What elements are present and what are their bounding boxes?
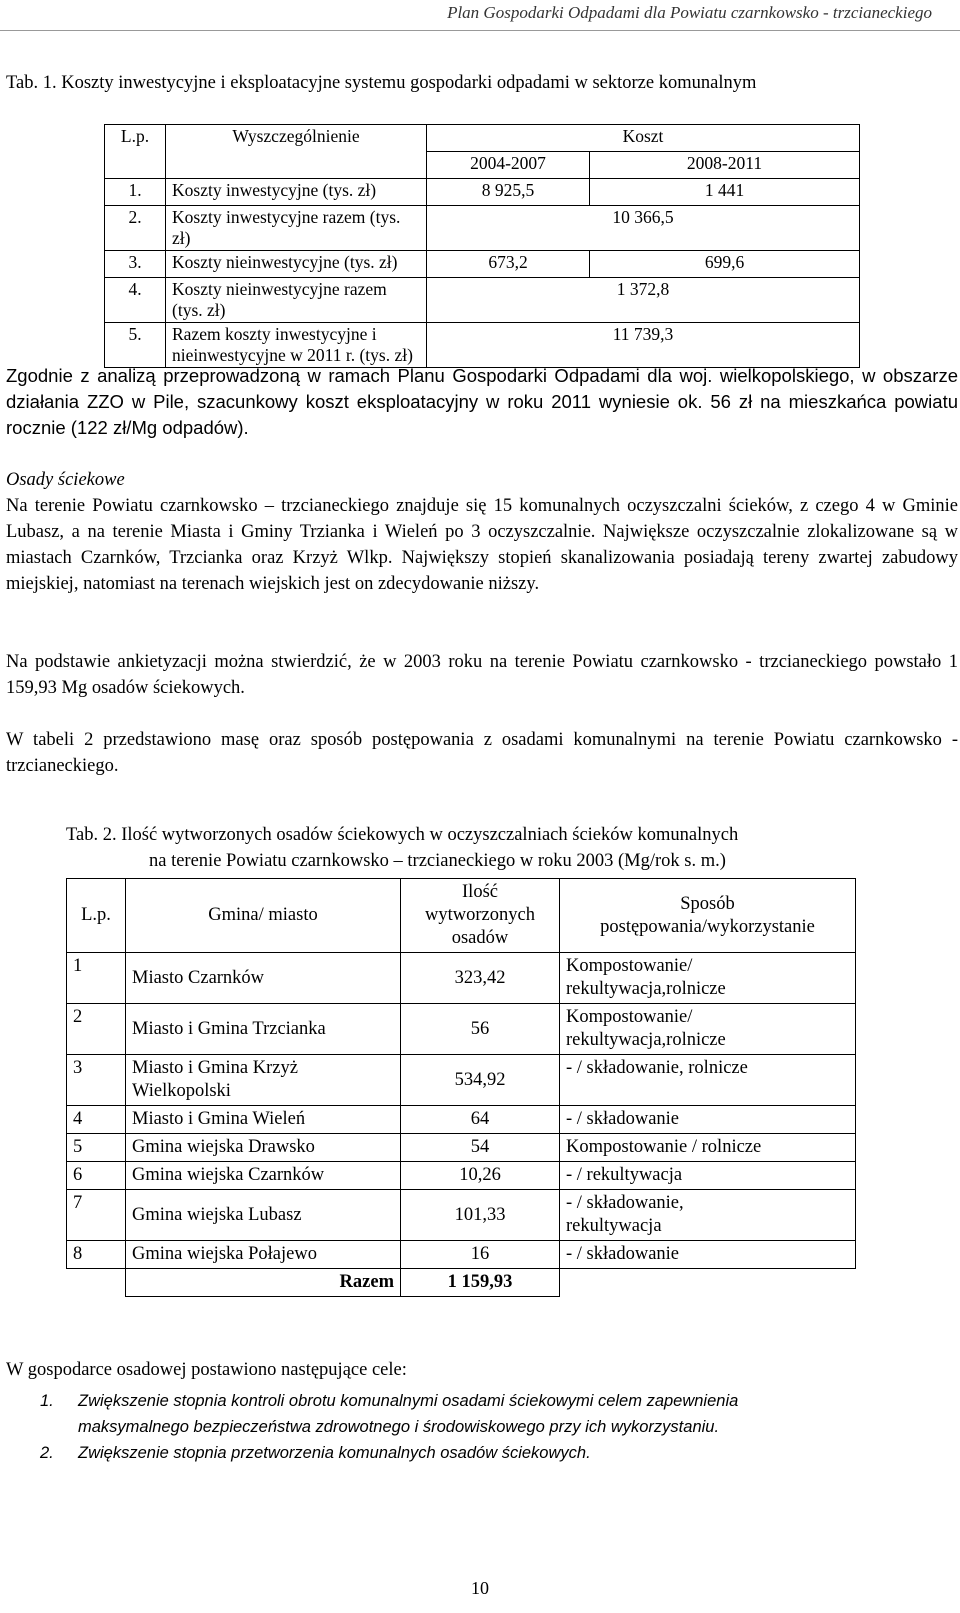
cell-ilosc: 534,92 — [401, 1055, 560, 1106]
cell-desc: Koszty nieinwestycyjne razem (tys. zł) — [166, 278, 427, 323]
paragraph-treatment-plants: Na terenie Powiatu czarnkowsko – trzcianeckiego znajduje się 15 komunalnych oczyszczalni ścieków, z czego 4 w Gminie Lubasz, a na terenie Miasta i Gminy Trzianka i Wieleń po 3 oczyszczalnie. Największe oczyszczalnie zlokalizowane są w miastach Czarnków, Trzcianka oraz Krzyż Wlkp. Największy stopień skanalizowania posiadają tereny zwartej zabudowy miejskiej, natomiast na terenach wiejskich jest on zdecydowanie niższy. — [6, 496, 958, 594]
goals-heading: W gospodarce osadowej postawiono następujące cele: — [6, 1360, 407, 1380]
cell-value: 8 925,5 — [427, 179, 590, 206]
section-heading-text: Osady ściekowe — [6, 470, 125, 490]
cell-value: 1 372,8 — [427, 278, 860, 323]
cell-desc — [166, 323, 427, 368]
page-number: 10 — [471, 1578, 489, 1598]
table-row-total — [67, 1269, 856, 1297]
cell-sposob — [560, 1190, 856, 1241]
table-row — [67, 1134, 856, 1162]
table-row — [105, 179, 860, 206]
table-row — [67, 1055, 856, 1106]
col-sposob-line: postępowania/wykorzystanie — [600, 916, 815, 937]
col-lp: L.p. — [67, 879, 126, 953]
sludge-table — [66, 878, 856, 1297]
col-gmina: Gmina/ miasto — [126, 879, 401, 953]
table-row — [105, 278, 860, 323]
cell-sposob: - / rekultywacja — [560, 1162, 856, 1190]
col-ilosc-line: wytworzonych — [425, 905, 535, 925]
cell-value: 10 366,5 — [427, 206, 860, 251]
cell-lp: 1. — [105, 179, 166, 206]
section-heading — [6, 467, 958, 493]
table1-caption: Tab. 1. Koszty inwestycyjne i eksploatacyjne systemu gospodarki odpadami w sektorze komunalnym — [6, 73, 757, 93]
cell-value: 1 441 — [590, 179, 860, 206]
cell-gmina: Gmina wiejska Lubasz — [126, 1190, 401, 1241]
goals-list — [6, 1388, 958, 1466]
col-period-1: 2004-2007 — [427, 152, 590, 179]
cell-ilosc: 10,26 — [401, 1162, 560, 1190]
table-row — [67, 879, 856, 953]
cell-desc-line: Razem koszty inwestycyjne i — [172, 324, 377, 344]
table-row — [105, 206, 860, 251]
col-period-2: 2008-2011 — [590, 152, 860, 179]
cell-sposob — [560, 1004, 856, 1055]
table2-caption-line: na terenie Powiatu czarnkowsko – trzcianeckiego w roku 2003 (Mg/rok s. m.) — [149, 851, 726, 871]
table-row — [67, 1162, 856, 1190]
cell-gmina: Miasto Czarnków — [126, 953, 401, 1004]
paragraph-cost-analysis: Zgodnie z analizą przeprowadzoną w ramach Planu Gospodarki Odpadami dla woj. wielkopolskiego, w obszarze działania ZZO w Pile, szacunkowy koszt eksploatacyjny w roku 2011 wyniesie ok. 56 zł na mieszkańca powiatu rocznie (122 zł/Mg odpadów). — [6, 365, 958, 438]
table2-caption-line: Tab. 2. Ilość wytworzonych osadów ściekowych w oczyszczalniach ścieków komunalnych — [66, 825, 739, 845]
cost-table — [104, 124, 860, 368]
table-row — [105, 323, 860, 368]
cell-desc-line: nieinwestycyjne w 2011 r. (tys. zł) — [172, 345, 413, 365]
cell-sposob: - / składowanie — [560, 1241, 856, 1269]
cell-lp: 8 — [67, 1241, 126, 1269]
total-value: 1 159,93 — [401, 1269, 560, 1297]
cell-sposob-line: - / składowanie, — [566, 1193, 684, 1213]
cell-ilosc: 101,33 — [401, 1190, 560, 1241]
col-lp: L.p. — [105, 125, 166, 179]
cell-ilosc: 54 — [401, 1134, 560, 1162]
cell-gmina: Gmina wiejska Połajewo — [126, 1241, 401, 1269]
list-item-number: 2. — [40, 1444, 54, 1462]
cell-lp: 3. — [105, 251, 166, 278]
cell-lp: 6 — [67, 1162, 126, 1190]
cell-sposob: - / składowanie, rolnicze — [560, 1055, 856, 1106]
cell-lp: 2 — [67, 1004, 126, 1055]
cell-lp: 2. — [105, 206, 166, 251]
header-rule — [0, 30, 960, 31]
cell-gmina: Miasto i Gmina Wieleń — [126, 1106, 401, 1134]
list-item-text: Zwiększenie stopnia przetworzenia komunalnych osadów ściekowych. — [78, 1444, 591, 1462]
cell-gmina: Gmina wiejska Czarnków — [126, 1162, 401, 1190]
cell-lp: 4 — [67, 1106, 126, 1134]
cell-sposob-line: Kompostowanie/ — [566, 956, 693, 976]
cell-value: 699,6 — [590, 251, 860, 278]
paragraph-sludge-amount: Na podstawie ankietyzacji można stwierdzić, że w 2003 roku na terenie Powiatu czarnkowsko - trzcianeckiego powstało 1 159,93 Mg osadów ściekowych. — [6, 652, 958, 698]
table2-caption — [66, 822, 738, 874]
cell-sposob-line: rekultywacja,rolnicze — [566, 1030, 726, 1050]
cell-ilosc: 64 — [401, 1106, 560, 1134]
list-item-line: maksymalnego bezpieczeństwa zdrowotnego i środowiskowego przy ich wykorzystaniu. — [78, 1418, 720, 1436]
cell-desc: Koszty inwestycyjne razem (tys. zł) — [166, 206, 427, 251]
cell-sposob-line: rekultywacja — [566, 1216, 662, 1236]
cell-gmina: Miasto i Gmina Trzcianka — [126, 1004, 401, 1055]
cell-lp: 4. — [105, 278, 166, 323]
cell-sposob: - / składowanie — [560, 1106, 856, 1134]
running-header: Plan Gospodarki Odpadami dla Powiatu czarnkowsko - trzcianeckiego — [447, 3, 932, 22]
cell-gmina-line: Miasto i Gmina Krzyż — [132, 1058, 298, 1078]
cell-sposob — [560, 953, 856, 1004]
list-item — [6, 1440, 958, 1466]
cell-value: 11 739,3 — [427, 323, 860, 368]
list-item — [6, 1388, 958, 1440]
cell-sposob-line: rekultywacja,rolnicze — [566, 979, 726, 999]
paragraph-table2-intro: W tabeli 2 przedstawiono masę oraz sposób postępowania z osadami komunalnymi na terenie Powiatu czarnkowsko - trzcianeckiego. — [6, 730, 958, 776]
cell-ilosc: 323,42 — [401, 953, 560, 1004]
table-row — [67, 1190, 856, 1241]
list-item-line: Zwiększenie stopnia kontroli obrotu komunalnymi osadami ściekowymi celem zapewnienia — [78, 1392, 739, 1410]
cell-lp: 7 — [67, 1190, 126, 1241]
cell-sposob: Kompostowanie / rolnicze — [560, 1134, 856, 1162]
col-sposob — [560, 879, 856, 953]
list-item-number: 1. — [40, 1392, 54, 1410]
empty-cell — [560, 1269, 856, 1297]
cell-gmina-line: Wielkopolski — [132, 1081, 231, 1101]
cell-lp: 5 — [67, 1134, 126, 1162]
empty-cell — [67, 1269, 126, 1297]
cell-desc: Koszty nieinwestycyjne (tys. zł) — [166, 251, 427, 278]
cell-lp: 5. — [105, 323, 166, 368]
table-row — [105, 125, 860, 152]
col-ilosc — [401, 879, 560, 953]
col-ilosc-line: osadów — [451, 928, 509, 948]
cell-value: 673,2 — [427, 251, 590, 278]
col-ilosc-line: Ilość — [462, 882, 498, 902]
cell-ilosc: 16 — [401, 1241, 560, 1269]
table-row — [105, 251, 860, 278]
cell-desc: Koszty inwestycyjne (tys. zł) — [166, 179, 427, 206]
list-item-text — [78, 1388, 738, 1440]
col-sposob-line: Sposób — [680, 893, 735, 914]
table-row — [67, 1004, 856, 1055]
cell-gmina: Gmina wiejska Drawsko — [126, 1134, 401, 1162]
total-label: Razem — [126, 1269, 401, 1297]
table-row — [67, 1241, 856, 1269]
cell-sposob-line: Kompostowanie/ — [566, 1007, 693, 1027]
cell-lp: 1 — [67, 953, 126, 1004]
cell-lp: 3 — [67, 1055, 126, 1106]
table-row — [67, 953, 856, 1004]
cell-gmina — [126, 1055, 401, 1106]
cell-ilosc: 56 — [401, 1004, 560, 1055]
col-desc: Wyszczególnienie — [166, 125, 427, 179]
col-cost: Koszt — [427, 125, 860, 152]
table-row — [67, 1106, 856, 1134]
